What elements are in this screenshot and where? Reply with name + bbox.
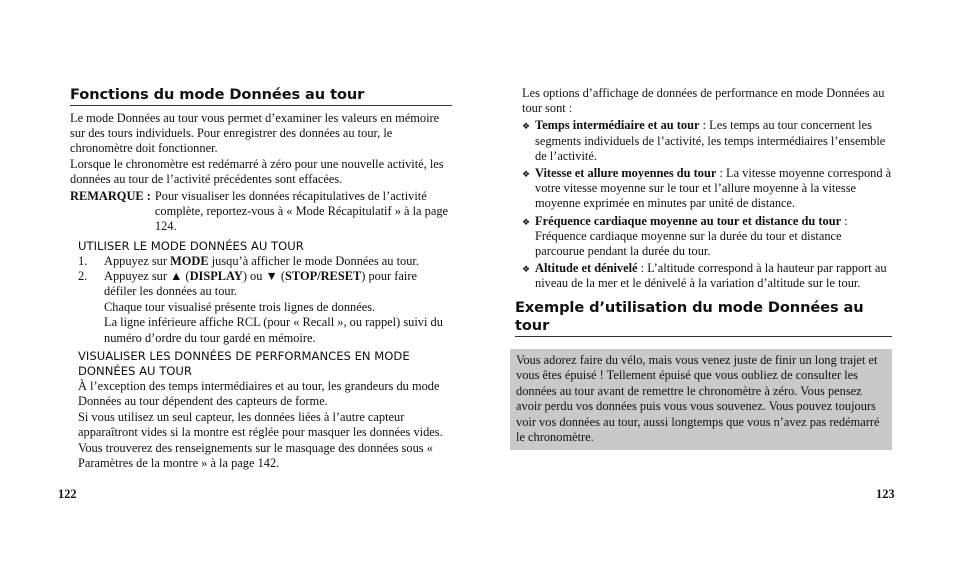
list-item: ❖ Temps intermédiaire et au tour : Les temps au tour concernent les segments individuels de l’activité, les temps intermédiaires l’ensemble de l’activité.: [522, 118, 886, 163]
list-item: ❖ Fréquence cardiaque moyenne au tour et distance du tour : Fréquence cardiaque moyenne sur la durée du tour et distance parcourue pendant la durée du tour.: [522, 213, 848, 259]
page-number-left: 122: [58, 487, 77, 501]
diamond-bullet-icon: ❖: [522, 216, 531, 227]
example-title: Exemple d’utilisation du mode Données au tour: [515, 299, 892, 337]
section-title: Fonctions du mode Données au tour: [70, 86, 452, 106]
steps-list: [70, 254, 452, 300]
right-page: [515, 86, 892, 450]
step-extra: Chaque tour visualisé présente trois lignes de données.: [104, 300, 376, 315]
left-page: [70, 86, 452, 471]
reset-paragraph: Lorsque le chronomètre est redémarré à zéro pour une nouvelle activité, les données au tour de l’activité précédentes sont effacées.: [70, 156, 444, 186]
sensor-paragraph: Si vous utilisez un seul capteur, les données liées à l’autre capteur apparaîtront vides si la montre est réglée pour masquer les données vides. Vous trouverez des renseignements sur le masquage des données sous « Paramètres de la montre » à la page 142.: [78, 410, 443, 470]
subheading-use-mode: UTILISER LE MODE DONNÉES AU TOUR: [78, 238, 304, 253]
remark-label: REMARQUE :: [70, 189, 151, 204]
stop-reset-key: STOP/RESET: [285, 268, 362, 283]
mode-key: MODE: [170, 253, 209, 268]
step-item: 2. Appuyez sur ▲ (DISPLAY) ou ▼ (STOP/RESET) pour faire défiler les données au tour.: [78, 268, 417, 299]
step-extra: La ligne inférieure affiche RCL (pour « Recall », ou rappel) suivi du numéro d’ordre du tour gardé en mémoire.: [104, 315, 443, 345]
options-list: [522, 118, 892, 291]
subheading-performance: VISUALISER LES DONNÉES DE PERFORMANCES EN MODE DONNÉES AU TOUR: [78, 348, 410, 378]
list-item: ❖ Vitesse et allure moyennes du tour : La vitesse moyenne correspond à votre vitesse moyenne sur le tour et l’allure moyenne à la vitesse moyenne exprimée en minutes par unité de distance.: [522, 166, 892, 211]
remark-note: [70, 189, 452, 235]
performance-paragraph: À l’exception des temps intermédiaires et au tour, les grandeurs du mode Données au tour dépendent des capteurs de forme.: [78, 378, 440, 409]
example-box: Vous adorez faire du vélo, mais vous venez juste de finir un long trajet et vous êtes épuisé ! Tellement épuisé que vous oubliez de consulter les données au tour avant de remettre le chronomètre à zéro. Vous pensez avoir perdu vos données puis vous vous souvenez. Vous pouvez toujours voir vos données au tour, aussi longtemps que vous n’avez pas redémarré le chronomètre.: [510, 349, 892, 450]
display-key: DISPLAY: [189, 268, 243, 283]
options-intro: Les options d’affichage de données de performance en mode Données au tour sont :: [522, 86, 885, 116]
remark-text: Pour visualiser les données récapitulatives de l’activité complète, reportez-vous à « Mode Récapitulatif » à la page 124.: [154, 189, 449, 234]
step-item: 1. Appuyez sur MODE jusqu’à afficher le mode Données au tour.: [78, 253, 419, 268]
intro-paragraph: Le mode Données au tour vous permet d’examiner les valeurs en mémoire sur des tours individuels. Pour enregistrer des données au tour, le chronomètre doit fonctionner.: [70, 111, 440, 156]
list-item: ❖ Altitude et dénivelé : L’altitude correspond à la hauteur par rapport au niveau de la mer et le dénivelé à la variation d’altitude sur le tour.: [522, 261, 887, 291]
diamond-bullet-icon: ❖: [522, 264, 531, 275]
diamond-bullet-icon: ❖: [522, 121, 531, 132]
diamond-bullet-icon: ❖: [522, 169, 531, 180]
page-number-right: 123: [876, 487, 895, 501]
